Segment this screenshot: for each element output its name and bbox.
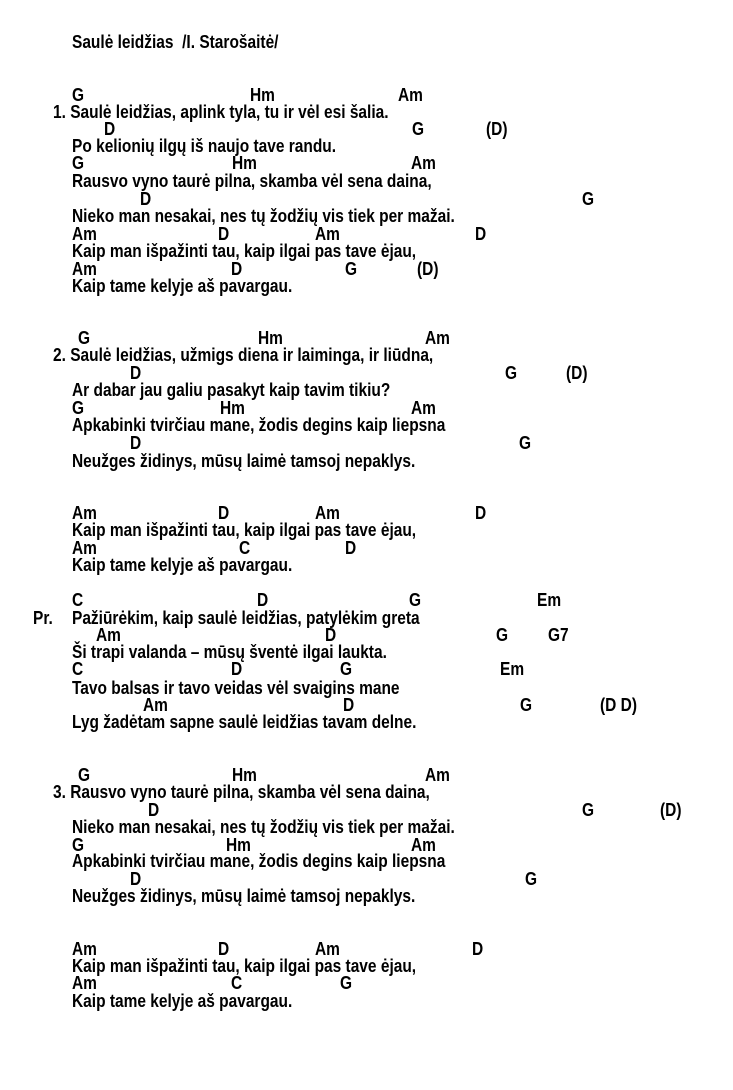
lyric-line: 3. Rausvo vyno taurė pilna, skamba vėl sena daina,: [53, 782, 430, 802]
chord: (D): [486, 119, 508, 139]
chord: Hm: [250, 85, 275, 105]
chord: Am: [315, 939, 340, 959]
chord: D: [475, 503, 487, 523]
refrain-label: Pr.: [33, 608, 53, 628]
lyric-line: Kaip tame kelyje aš pavargau.: [72, 991, 293, 1011]
lyric-line: 1. Saulė leidžias, aplink tyla, tu ir vėl esi šalia.: [53, 102, 389, 122]
lyric-line: Tavo balsas ir tavo veidas vėl svaigins mane: [72, 678, 400, 698]
chord: G: [78, 765, 91, 785]
song-title: Saulė leidžias /I. Starošaitė/: [72, 32, 279, 52]
chord: C: [239, 538, 251, 558]
lyric-line: Po kelionių ilgų iš naujo tave randu.: [72, 136, 337, 156]
chord: D: [345, 538, 357, 558]
chord: D: [130, 363, 142, 383]
chord: D: [343, 695, 355, 715]
chord: G: [72, 85, 85, 105]
chord: G: [409, 590, 422, 610]
chord: G: [519, 433, 532, 453]
chord: (D): [417, 259, 439, 279]
lyric-line: Lyg žadėtam sapne saulė leidžias tavam delne.: [72, 712, 417, 732]
chord: (D): [660, 800, 682, 820]
lyric-line: Kaip man išpažinti tau, kaip ilgai pas tave ėjau,: [72, 520, 417, 540]
chord: G: [505, 363, 518, 383]
chord: Am: [411, 153, 436, 173]
chord: D: [325, 625, 337, 645]
chord: G: [345, 259, 358, 279]
lyric-line: Apkabinki tvirčiau mane, žodis degins kaip liepsna: [72, 851, 446, 871]
chord: G: [582, 189, 595, 209]
chord: G: [340, 973, 353, 993]
chord: Am: [315, 503, 340, 523]
chord: G7: [548, 625, 569, 645]
chord: D: [218, 503, 230, 523]
chord: D: [257, 590, 269, 610]
chord: Em: [537, 590, 562, 610]
chord: G: [72, 398, 85, 418]
chord: C: [231, 973, 243, 993]
chord: Am: [425, 328, 450, 348]
chord: G: [520, 695, 533, 715]
lyric-line: Kaip man išpažinti tau, kaip ilgai pas tave ėjau,: [72, 956, 417, 976]
lyric-line: 2. Saulė leidžias, užmigs diena ir laiminga, ir liūdna,: [53, 345, 434, 365]
chord: Am: [398, 85, 423, 105]
chord: D: [472, 939, 484, 959]
chord: D: [104, 119, 116, 139]
lyric-line: Rausvo vyno taurė pilna, skamba vėl sena daina,: [72, 171, 432, 191]
chord: D: [475, 224, 487, 244]
chord: Am: [425, 765, 450, 785]
chord: C: [72, 590, 84, 610]
chord: D: [231, 259, 243, 279]
chord: Am: [72, 503, 97, 523]
chord: Em: [500, 659, 525, 679]
chord: Hm: [220, 398, 245, 418]
chord: Am: [72, 939, 97, 959]
chord: G: [72, 835, 85, 855]
chord: (D): [566, 363, 588, 383]
lyric-line: Apkabinki tvirčiau mane, žodis degins kaip liepsna: [72, 415, 446, 435]
chord: D: [218, 224, 230, 244]
chord: Am: [96, 625, 121, 645]
chord: Am: [72, 259, 97, 279]
chord: Hm: [232, 153, 257, 173]
chord: D: [231, 659, 243, 679]
chord: Am: [143, 695, 168, 715]
lyric-line: Nieko man nesakai, nes tų žodžių vis tiek per mažai.: [72, 206, 455, 226]
chord: D: [130, 433, 142, 453]
lyric-line: Kaip tame kelyje aš pavargau.: [72, 555, 293, 575]
lyric-line: Ši trapi valanda – mūsų šventė ilgai laukta.: [72, 642, 387, 662]
chord: Am: [411, 398, 436, 418]
chord: Am: [72, 538, 97, 558]
chord: G: [582, 800, 595, 820]
lyric-line: Neužges židinys, mūsų laimė tamsoj nepaklys.: [72, 886, 416, 906]
chord: Am: [411, 835, 436, 855]
chord: D: [130, 869, 142, 889]
chord: (D D): [600, 695, 637, 715]
chord: G: [72, 153, 85, 173]
lyric-line: Kaip man išpažinti tau, kaip ilgai pas tave ėjau,: [72, 241, 417, 261]
chord: G: [496, 625, 509, 645]
chord: G: [78, 328, 91, 348]
chord: C: [72, 659, 84, 679]
lyric-line: Ar dabar jau galiu pasakyt kaip tavim tikiu?: [72, 380, 391, 400]
lyric-line: Kaip tame kelyje aš pavargau.: [72, 276, 293, 296]
lyric-line: Neužges židinys, mūsų laimė tamsoj nepaklys.: [72, 451, 416, 471]
chord: G: [525, 869, 538, 889]
chord: Hm: [258, 328, 283, 348]
chord: D: [218, 939, 230, 959]
lyric-line: Nieko man nesakai, nes tų žodžių vis tiek per mažai.: [72, 817, 455, 837]
chord: Am: [72, 973, 97, 993]
chord: Am: [72, 224, 97, 244]
chord: Hm: [232, 765, 257, 785]
chord: D: [140, 189, 152, 209]
chord: Hm: [226, 835, 251, 855]
chord: Am: [315, 224, 340, 244]
chord: G: [412, 119, 425, 139]
chord: D: [148, 800, 160, 820]
chord: G: [340, 659, 353, 679]
lyric-line: Pažiūrėkim, kaip saulė leidžias, patylėkim greta: [72, 608, 420, 628]
